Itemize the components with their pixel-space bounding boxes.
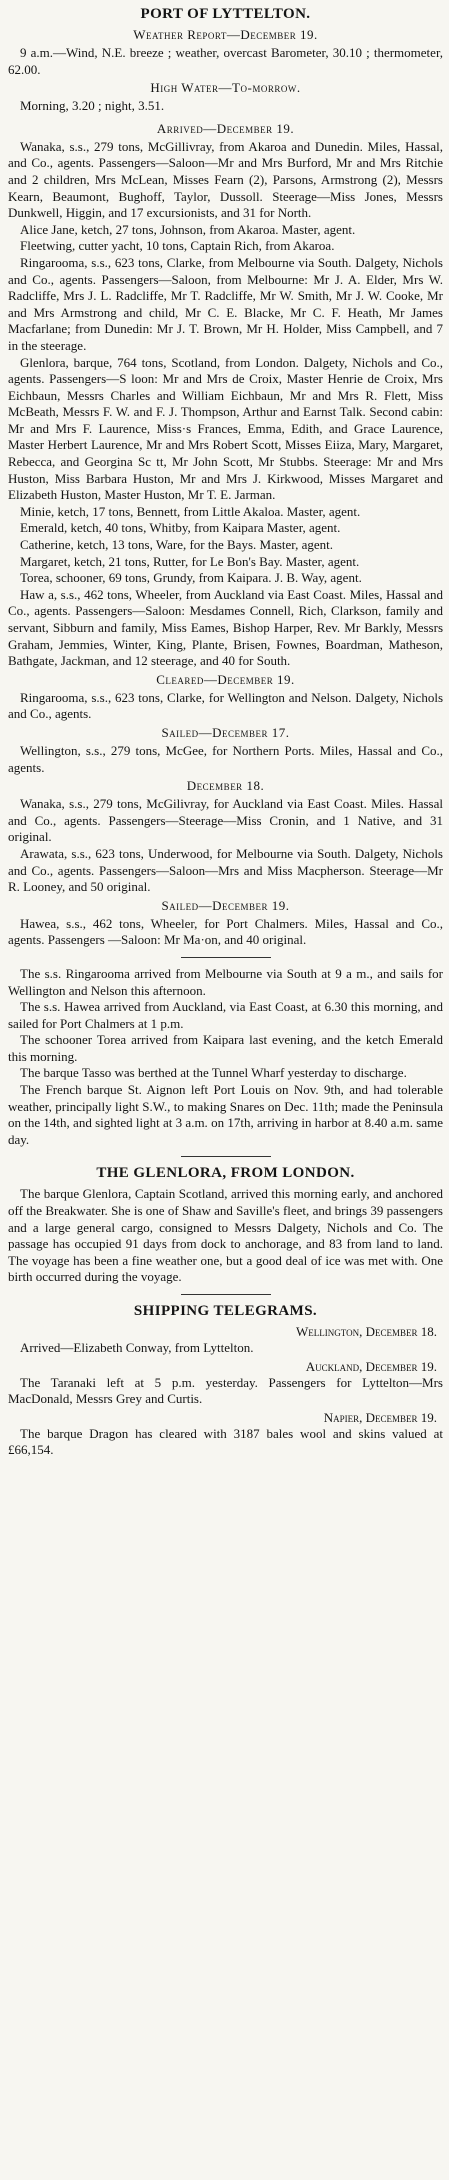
arrival-entry: Fleetwing, cutter yacht, 10 tons, Captain Rich, from Akaroa. xyxy=(20,238,335,254)
arrival-entry: Ringarooma, s.s., 623 tons, Clarke, from Melbourne via South. Dalgety, Nichols and Co., agents. Passengers—Saloon, from Melbourne: Mr J. A. Elder, Mrs W. Radcliffe, Mrs J. L. Radcliffe, Mr T. Radcliffe, Mr W. Smith, Mr J. W. Cooke, Mr and Mrs Armstrong and child, Mr C. E. Blacke, Mr C. F. Heath, Mr James Macfarlane; from Dunedin: Mr J. T. Brown, Mr H. Holder, Miss Campbell, and 7 in the steerage. xyxy=(8,254,443,353)
arrival-entry: Emerald, ketch, 40 tons, Whitby, from Kaipara Master, agent. xyxy=(20,520,341,536)
port-heading: PORT OF LYTTELTON. xyxy=(140,6,311,22)
sailed-entry: Wanaka, s.s., 279 tons, McGilivray, for Auckland via East Coast. Miles. Hassal and Co., agents. Passengers—Steerage—Miss Cronin, and 1 Native, and 31 original. xyxy=(8,796,443,845)
sailed-entry: Arawata, s.s., 623 tons, Underwood, for Melbourne via South. Dalgety, Nichols and Co., agents. Passengers—Saloon—Mrs and Miss Macpherson. Steerage—Mr R. Looney, and 50 original. xyxy=(8,845,443,895)
high-water-heading: High Water—To-morrow. xyxy=(150,80,301,96)
news-item: The schooner Torea arrived from Kaipara last evening, and the ketch Emerald this morning. xyxy=(8,1032,443,1064)
arrival-entry: Margaret, ketch, 21 tons, Rutter, for Le Bon's Bay. Master, agent. xyxy=(20,553,360,569)
section-divider xyxy=(181,1294,271,1295)
sailed-entry: Hawea, s.s., 462 tons, Wheeler, for Port Chalmers. Miles, Hassal and Co., agents. Passengers —Saloon: Mr Ma·on, and 40 original. xyxy=(8,915,443,948)
telegram-body: The barque Dragon has cleared with 3187 bales wool and skins valued at £66,154. xyxy=(8,1425,443,1458)
weather-report: 9 a.m.—Wind, N.E. breeze ; weather, overcast Barometer, 30.10 ; thermometer, 62.00. xyxy=(8,45,443,77)
weather-report-heading: Weather Report—December 19. xyxy=(133,27,318,42)
telegram-dateline: Napier, December 19. xyxy=(323,1409,437,1425)
sailed-heading: Sailed—December 17. xyxy=(161,724,290,740)
telegram-dateline: Wellington, December 18. xyxy=(296,1324,437,1339)
arrival-entry: Glenlora, barque, 764 tons, Scotland, from London. Dalgety, Nichols and Co., agents. Passengers—S loon: Mr and Mrs de Croix, Master Henrie de Croix, Mrs Eichbaun, Messrs Charles and William Eichbaun, Mr and Mrs R. Flett, Miss McBeath, Messrs F. W. and F. J. Thompson, Arthur and Earnst Talk. Second cabin: Mr and Mrs F. Laurence, Miss·s Frances, Emma, Edith, and Grace Laurence, Master Herbert Laurence, Mr and Mrs Robert Scott, Misses Eiiza, Mary, Margaret, Rebecca, and Georgina Sc tt, Mr John Scott, Mr Stubbs. Steerage: Mr and Mrs Huston, Miss Barbara Huston, Mr and Mrs J. Kirkwood, Misses Margaret and Elizabeth Huston, Master Huston, Mr T. E. Jarman. xyxy=(8,354,443,503)
arrival-entry: Catherine, ketch, 13 tons, Ware, for the Bays. Master, agent. xyxy=(20,537,333,553)
glenlora-article: The barque Glenlora, Captain Scotland, arrived this morning early, and anchored off the Breakwater. She is one of Shaw and Saville's fleet, and brings 39 passengers and a large general cargo, consigned to Messrs Dalgety, Nichols and Co. The passage has occupied 91 days from dock to anchorage, and 83 from land to land. The voyage has been a fine weather one, but a good deal of ice was met with. One birth occurred during the voyage. xyxy=(8,1186,443,1285)
december-18-heading: December 18. xyxy=(186,778,265,794)
news-item: The s.s. Ringarooma arrived from Melbourne via South at 9 a m., and sails for Wellington and Nelson this afternoon. xyxy=(8,965,443,998)
news-item: The s.s. Hawea arrived from Auckland, via East Coast, at 6.30 this morning, and sailed for Port Chalmers at 1 p.m. xyxy=(8,999,443,1031)
cleared-heading: Cleared—December 19. xyxy=(156,671,295,687)
section-divider xyxy=(181,1156,271,1157)
high-water-times: Morning, 3.20 ; night, 3.51. xyxy=(20,98,165,114)
telegram-dateline: Auckland, December 19. xyxy=(305,1358,437,1374)
arrival-entry: Torea, schooner, 69 tons, Grundy, from Kaipara. J. B. Way, agent. xyxy=(20,570,362,586)
arrival-entry: Wanaka, s.s., 279 tons, McGillivray, from Akaroa and Dunedin. Miles, Hassal, and Co., agents. Passengers—Saloon—Mr and Mrs Burford, Mr and Mrs Ritchie and 2 children, Mrs McLean, Misses Fearn (2), Parsons, Armstrong (2), Messrs Kearn, Beaumont, Bughoff, Taylor, Dussoll. Steerage—Miss Jones, Messrs Dunkwell, Higgin, and 17 excursionists, and 31 for North. xyxy=(8,138,443,221)
telegram-body: Arrived—Elizabeth Conway, from Lyttelton. xyxy=(20,1340,254,1355)
glenlora-heading: THE GLENLORA, FROM LONDON. xyxy=(96,1165,355,1182)
telegram-body: The Taranaki left at 5 p.m. yesterday. Passengers for Lyttelton—Mrs MacDonald, Messrs Grey and Curtis. xyxy=(8,1374,443,1407)
arrived-heading: Arrived—December 19. xyxy=(156,120,295,136)
sailed-heading: Sailed—December 19. xyxy=(161,897,290,913)
arrival-entry: Alice Jane, ketch, 27 tons, Johnson, from Akaroa. Master, agent. xyxy=(20,221,356,237)
news-item: The barque Tasso was berthed at the Tunnel Wharf yesterday to discharge. xyxy=(20,1065,407,1081)
telegrams-heading: SHIPPING TELEGRAMS. xyxy=(133,1303,318,1319)
sailed-entry: Wellington, s.s., 279 tons, McGee, for Northern Ports. Miles, Hassal and Co., agents. xyxy=(8,742,443,775)
arrival-entry: Haw a, s.s., 462 tons, Wheeler, from Auckland via East Coast. Miles, Hassal and Co., agents. Passengers—Saloon: Mesdames Connell, Rich, Clarkson, family and servant, Sibburn and family, Miss Eames, Bishop Harper, Rev. Mr Barkly, Messrs Graham, Jemmies, Winter, King, Plante, Brisen, Fownes, Boardman, Matheson, Bathgate, Jackman, and 12 steerage, and 40 for South. xyxy=(8,586,443,669)
arrival-entry: Minie, ketch, 17 tons, Bennett, from Little Akaloa. Master, agent. xyxy=(20,503,361,519)
news-item: The French barque St. Aignon left Port Louis on Nov. 9th, and had tolerable weather, principally light S.W., to making Snares on Dec. 11th; made the Peninsula on the 14th, and sighted light at 3 a.m. on 17th, arriving in harbor at 8.40 a.m. same day. xyxy=(8,1082,443,1147)
section-divider xyxy=(181,957,271,958)
cleared-entry: Ringarooma, s.s., 623 tons, Clarke, for Wellington and Nelson. Dalgety, Nichols and Co., agents. xyxy=(8,689,443,722)
